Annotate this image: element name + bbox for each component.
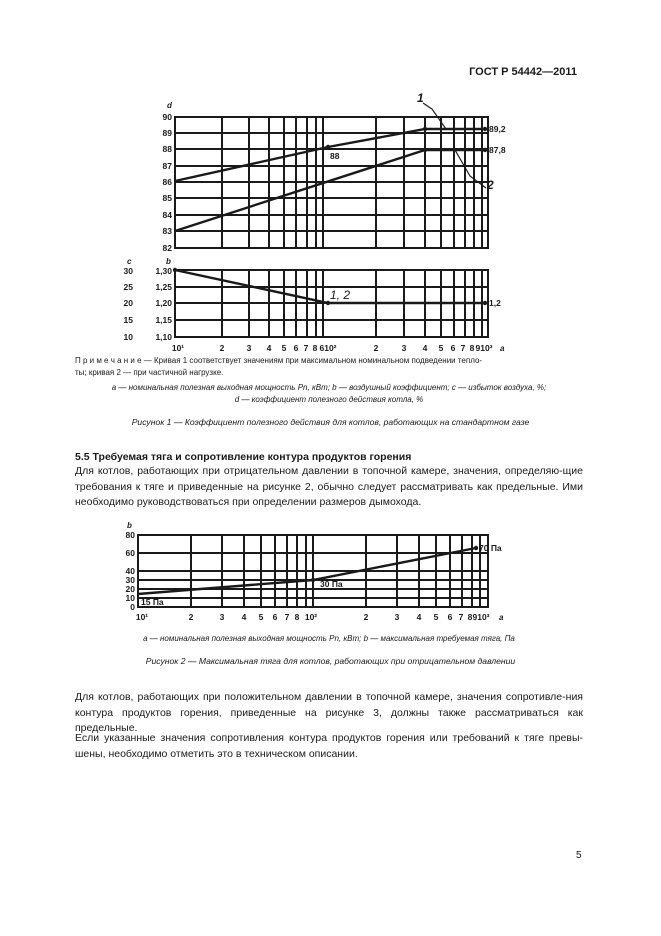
fig1-a-label: a <box>500 344 505 353</box>
fig2-x-ticks <box>136 612 490 622</box>
document-header: ГОСТ Р 54442—2011 <box>469 66 577 78</box>
xtick: 4 <box>416 612 422 622</box>
fig1-label-88: 88 <box>330 151 340 161</box>
fig1-point-c1-end <box>483 127 487 131</box>
xtick: 3 <box>219 612 225 622</box>
fig1-marker-2: 2 <box>487 178 494 192</box>
ytick-89: 89 <box>162 128 172 138</box>
ytick-84: 84 <box>162 210 172 220</box>
btick-125: 1,25 <box>155 282 172 292</box>
xtick: 10¹ <box>135 612 149 622</box>
fig1-caption: Рисунок 1 — Коэффициент полезного действия для котлов, работающих на стандартном газе <box>131 417 530 427</box>
xtick: 8 <box>294 612 300 622</box>
xtick: 4 <box>266 343 272 353</box>
ctick-20: 20 <box>123 298 133 308</box>
btick-115: 1,15 <box>155 315 172 325</box>
fig1-b-end-label: 1,2 <box>489 298 501 308</box>
xtick: 910³ <box>472 612 490 622</box>
xtick: 8 <box>467 612 473 622</box>
fig1-marker-1: 1 <box>417 91 424 105</box>
xtick: 910³ <box>475 343 493 353</box>
xtick: 5 <box>438 343 444 353</box>
fig2-label-30: 30 Па <box>320 579 343 589</box>
xtick: 7 <box>303 343 309 353</box>
fig1-b-end <box>483 301 487 305</box>
fig1-label-89-2: 89,2 <box>489 124 506 134</box>
fig1-legend-line-1: a — номинальная полезная выходная мощность Pn, кВт; b — воздушный коэффициент; c — избыток воздуха, %; <box>111 383 547 392</box>
xtick: 6 <box>272 612 278 622</box>
section-title: 5.5 Требуемая тяга и сопротивление контура продуктов горения <box>75 451 412 463</box>
ytick-82: 82 <box>162 243 172 253</box>
fig2-grid <box>138 535 488 607</box>
fig2-a-label: a <box>499 613 504 622</box>
ytick: 40 <box>125 566 135 576</box>
ctick-25: 25 <box>123 282 133 292</box>
btick-110: 1,10 <box>155 332 172 342</box>
page-number: 5 <box>576 850 582 861</box>
fig1-note <box>75 355 583 379</box>
xtick: 6 <box>447 612 453 622</box>
fig1-note-line-1: П р и м е ч а н и е — Кривая 1 соответствует значениям при максимальном номинальном подведении тепло- <box>75 356 483 365</box>
ytick-83: 83 <box>162 226 172 236</box>
xtick: 2 <box>188 612 194 622</box>
xtick: 3 <box>401 343 407 353</box>
ytick: 0 <box>130 602 135 612</box>
xtick: 3 <box>394 612 400 622</box>
fig1-point-c2 <box>423 148 427 152</box>
ytick-87: 87 <box>162 161 172 171</box>
xtick: 5 <box>258 612 264 622</box>
ytick: 30 <box>125 575 135 585</box>
fig2-label-70: 70 Па <box>479 543 502 553</box>
fig2-point-70 <box>474 546 478 550</box>
fig1-top-yticks <box>163 112 173 253</box>
fig1-point-88 <box>326 145 330 149</box>
ytick-88: 88 <box>162 144 172 154</box>
fig1-label-87-8: 87,8 <box>489 145 506 155</box>
btick-130: 1,30 <box>155 266 172 276</box>
ctick-15: 15 <box>123 315 133 325</box>
fig2-label-15: 15 Па <box>141 597 164 607</box>
ytick: 80 <box>125 530 135 540</box>
fig2-caption: Рисунок 2 — Максимальная тяга для котлов, работающих при отрицательном давлении <box>145 656 516 666</box>
xtick: 3 <box>246 343 252 353</box>
fig1-legend <box>75 382 583 406</box>
fig1-point-c1 <box>423 127 427 131</box>
fig2-point-30 <box>311 578 315 582</box>
xtick: 2 <box>219 343 225 353</box>
fig1-d-label: d <box>167 101 172 110</box>
xtick: 5 <box>281 343 287 353</box>
fig1-note-line-2: ты; кривая 2 — при частичной нагрузке. <box>75 368 224 377</box>
ytick-85: 85 <box>162 193 172 203</box>
xtick: 8 <box>469 343 475 353</box>
xtick: 4 <box>422 343 428 353</box>
fig1-top-grid <box>175 117 488 248</box>
section-paragraph-1: Для котлов, работающих при отрицательном давлении в топочной камере, значения, определяю-щие требования к тяге и приведенные на рисунке 2, обычно следует рассматривать как предельные. Ими необходимо руководствоваться при определении размеров дымохода. <box>75 465 583 508</box>
xtick: 2 <box>363 612 369 622</box>
btick-120: 1,20 <box>155 298 172 308</box>
ytick: 10 <box>125 593 135 603</box>
xtick: 10¹ <box>171 343 185 353</box>
xtick: 2 <box>373 343 379 353</box>
fig1-point-c2-end <box>483 148 487 152</box>
xtick: 6 <box>293 343 299 353</box>
xtick: 4 <box>241 612 247 622</box>
paragraph-3: Если указанные значения сопротивления контура продуктов горения или требований к тяге превы-шены, необходимо отметить это в техническом описании. <box>75 732 583 760</box>
ytick: 60 <box>125 548 135 558</box>
ctick-10: 10 <box>123 332 133 342</box>
xtick: 5 <box>433 612 439 622</box>
fig2-y-ticks <box>126 530 136 612</box>
fig1-b-ticks <box>155 266 172 342</box>
paragraph-2: Для котлов, работающих при положительном давлении в топочной камере, значения сопротивле-ния контура продуктов горения, приведенные на рисунке 3, должны также рассматриваться как предельные. <box>75 691 583 734</box>
fig2-b-label: b <box>127 521 132 530</box>
fig1-c-label: c <box>127 257 132 266</box>
fig1-x-ticks <box>172 343 493 353</box>
xtick: 8 <box>312 343 318 353</box>
ctick-30: 30 <box>123 266 133 276</box>
ytick-90: 90 <box>162 112 172 122</box>
ytick-86: 86 <box>162 177 172 187</box>
xtick: 7 <box>284 612 290 622</box>
fig1-c-ticks <box>124 266 134 342</box>
xtick: 7 <box>458 612 464 622</box>
xtick: 7 <box>460 343 466 353</box>
fig1-legend-line-2: d — коэффициент полезного действия котла, % <box>234 395 424 404</box>
xtick: 610² <box>319 343 337 353</box>
fig1-curves-label: 1, 2 <box>330 288 351 302</box>
fig1-b-label: b <box>166 257 171 266</box>
xtick: 6 <box>450 343 456 353</box>
xtick: 10² <box>304 612 318 622</box>
fig2-legend: a — номинальная полезная выходная мощность Pn, кВт; b — максимальная требуемая тяга, Па <box>143 634 515 643</box>
ytick: 20 <box>125 584 135 594</box>
fig1-b-start <box>173 268 177 272</box>
